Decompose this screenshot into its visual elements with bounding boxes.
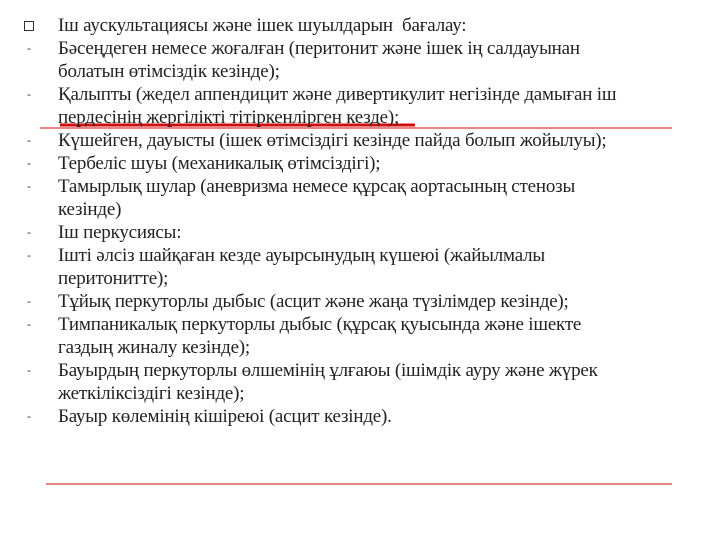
list-item (22, 14, 682, 37)
list-item-text: Бауыр көлемінің кішіреюі (асцит кезінде). (58, 406, 392, 427)
bullet-list (22, 14, 682, 428)
list-item (22, 83, 682, 129)
list-item-text: Бәсеңдеген немесе жоғалған (перитонит және ішек ің салдауынан болатын өтімсіздік кезінде); (58, 38, 580, 82)
list-item-text: Қалыпты (жедел аппендицит және дивертикулит негізінде дамыған іш пердесінің жергілікті тітіркенлірген кезде); (58, 84, 617, 128)
list-item-text: Іш аускультациясы және ішек шуылдарын бағалау: (58, 15, 467, 36)
list-item (22, 37, 682, 83)
list-item (22, 290, 682, 313)
dash-marker: - (27, 248, 31, 262)
list-item-text: Бауырдың перкуторлы өлшемінің ұлғаюы (ішімдік ауру және жүрек жеткіліксіздігі кезінде); (58, 360, 598, 404)
square-bullet-icon (22, 14, 58, 37)
dash-marker: - (27, 317, 31, 331)
list-item-text: Ішті әлсіз шайқаған кезде ауырсынудың күшеюі (жайылмалы перитонитте); (58, 245, 545, 289)
list-item-text: Тамырлық шулар (аневризма немесе құрсақ аортасының стенозы кезінде) (58, 176, 576, 220)
list-item (22, 221, 682, 244)
dash-marker: - (27, 156, 31, 170)
list-item (22, 313, 682, 359)
dash-marker: - (27, 87, 31, 101)
dash-marker: - (27, 294, 31, 308)
dash-marker: - (27, 179, 31, 193)
dash-marker: - (27, 225, 31, 239)
dash-marker: - (27, 133, 31, 147)
list-item-text: Іш перкусиясы: (58, 222, 182, 243)
dash-marker: - (27, 363, 31, 377)
dash-marker: - (27, 41, 31, 55)
list-item-text: Тұйық перкуторлы дыбыс (асцит және жаңа түзілімдер кезінде); (58, 291, 569, 312)
list-item (22, 405, 682, 428)
list-item-text: Тербеліс шуы (механикалық өтімсіздігі); (58, 153, 381, 174)
list-item (22, 244, 682, 290)
list-item (22, 359, 682, 405)
dash-marker: - (27, 409, 31, 423)
list-item (22, 175, 682, 221)
list-item (22, 129, 682, 152)
list-item (22, 152, 682, 175)
list-item-text: Тимпаникалық перкуторлы дыбыс (құрсақ қуысында және ішекте газдың жиналу кезінде); (58, 314, 582, 358)
list-item-text: Күшейген, дауысты (ішек өтімсіздігі кезінде пайда болып жойылуы); (58, 130, 607, 151)
